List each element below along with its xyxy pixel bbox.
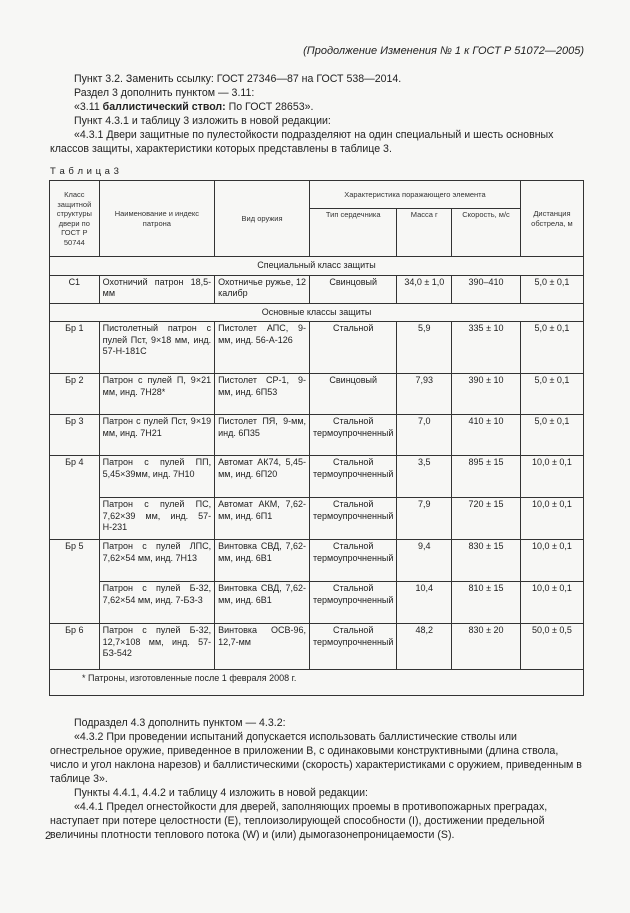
cell-weapon: Автомат АКМ, 7,62-мм, инд. 6П1: [215, 498, 310, 540]
cell-speed: 390–410: [452, 275, 521, 303]
cell-core: Стальной термоупрочненный: [310, 540, 397, 582]
cell-core: Стальной термоупрочненный: [310, 456, 397, 498]
section-basic: Основные классы защиты: [50, 303, 584, 322]
table-row: [50, 456, 584, 498]
cell-weapon: Винтовка СВД, 7,62-мм, инд. 6В1: [215, 540, 310, 582]
cell-core: Стальной термоупрочненный: [310, 582, 397, 624]
cell-distance: 10,0 ± 0,1: [520, 498, 583, 540]
paragraph: Пункты 4.4.1, 4.4.2 и таблицу 4 изложить в новой редакции:: [74, 787, 368, 799]
paragraph: Подраздел 4.3 дополнить пунктом — 4.3.2:: [74, 717, 286, 729]
table-row: [50, 415, 584, 456]
table-label: Т а б л и ц а 3: [50, 166, 120, 177]
text-span: «3.11: [74, 101, 103, 113]
cell-class: Бр 5: [50, 540, 100, 624]
paragraph: «4.3.2 При проведении испытаний допускается использовать баллистические стволы или огнестрельное оружие, приведенное в приложении В, с одинаковыми конструктивными (длина ствола, число и угол наклона нарезов) и баллистическими (скорость) характеристиками с оружием, приведенным в таблице 3».: [50, 731, 582, 785]
cell-distance: 5,0 ± 0,1: [520, 322, 583, 374]
paragraph: [50, 100, 585, 114]
cell-cartridge: Пистолетный патрон с пулей Пст, 9×18 мм, инд. 57-Н-181С: [99, 322, 214, 374]
cell-speed: 335 ± 10: [452, 322, 521, 374]
cell-weapon: Пистолет АПС, 9-мм, инд. 56-А-126: [215, 322, 310, 374]
paragraph: Пункт 3.2. Заменить ссылку: ГОСТ 27346—87 на ГОСТ 538—2014.: [74, 73, 402, 85]
header-mass: Масса г: [397, 209, 452, 257]
cell-mass: 3,5: [397, 456, 452, 498]
cell-cartridge: Патрон с пулей П, 9×21 мм, инд. 7Н28*: [99, 374, 214, 415]
cell-speed: 895 ± 15: [452, 456, 521, 498]
cell-speed: 720 ± 15: [452, 498, 521, 540]
cell-core: Стальной термоупрочненный: [310, 624, 397, 670]
cell-weapon: Охотничье ружье, 12 калибр: [215, 275, 310, 303]
cell-speed: 810 ± 15: [452, 582, 521, 624]
cell-speed: 390 ± 10: [452, 374, 521, 415]
after-table-text: [50, 716, 585, 842]
table-row: [50, 322, 584, 374]
text-span: По ГОСТ 28653».: [225, 101, 314, 113]
cell-distance: 5,0 ± 0,1: [520, 275, 583, 303]
paragraph: Раздел 3 дополнить пунктом — 3.11:: [74, 87, 255, 99]
cell-cartridge: Патрон с пулей Б-32, 7,62×54 мм, инд. 7-БЗ-3: [99, 582, 214, 624]
cell-cartridge: Охотничий патрон 18,5-мм: [99, 275, 214, 303]
header-cartridge: Наименование и индекс патрона: [99, 181, 214, 257]
cell-cartridge: Патрон с пулей Пст, 9×19 мм, инд. 7Н21: [99, 415, 214, 456]
cell-class: Бр 2: [50, 374, 100, 415]
cell-core: Стальной термоупрочненный: [310, 415, 397, 456]
page-number: 2: [45, 830, 52, 842]
intro-text: [50, 72, 585, 156]
cell-cartridge: Патрон с пулей ПП, 5,45×39мм, инд. 7Н10: [99, 456, 214, 498]
cell-class: Бр 3: [50, 415, 100, 456]
paragraph: «4.4.1 Предел огнестойкости для дверей, заполняющих проемы в противопожарных преградах, наступает при потере целостности (Е), теплоизолирующей способности (I), достижении предельной величины плотности теплового потока (W) и (или) дымогазонепроницаемости (S).: [50, 801, 548, 841]
protection-classes-table: [49, 180, 584, 696]
cell-core: Свинцовый: [310, 275, 397, 303]
cell-core: Стальной термоупрочненный: [310, 498, 397, 540]
cell-weapon: Пистолет ПЯ, 9-мм, инд. 6П35: [215, 415, 310, 456]
cell-speed: 830 ± 20: [452, 624, 521, 670]
table-row: [50, 624, 584, 670]
cell-weapon: Автомат АК74, 5,45-мм, инд. 6П20: [215, 456, 310, 498]
section-special: Специальный класс защиты: [50, 257, 584, 276]
cell-mass: 10,4: [397, 582, 452, 624]
cell-weapon: Пистолет СР-1, 9-мм, инд. 6П53: [215, 374, 310, 415]
page-header: (Продолжение Изменения № 1 к ГОСТ Р 51072—2005): [303, 45, 584, 57]
cell-distance: 50,0 ± 0,5: [520, 624, 583, 670]
cell-distance: 10,0 ± 0,1: [520, 540, 583, 582]
cell-mass: 34,0 ± 1,0: [397, 275, 452, 303]
cell-cartridge: Патрон с пулей ЛПС, 7,62×54 мм, инд. 7Н13: [99, 540, 214, 582]
header-weapon: Вид оружия: [215, 181, 310, 257]
cell-class: Бр 1: [50, 322, 100, 374]
cell-mass: 9,4: [397, 540, 452, 582]
cell-speed: 410 ± 10: [452, 415, 521, 456]
header-core: Тип сердечника: [310, 209, 397, 257]
cell-mass: 7,9: [397, 498, 452, 540]
cell-distance: 10,0 ± 0,1: [520, 456, 583, 498]
cell-mass: 5,9: [397, 322, 452, 374]
header-distance: Дистанция обстрела, м: [520, 181, 583, 257]
cell-core: Свинцовый: [310, 374, 397, 415]
cell-mass: 7,0: [397, 415, 452, 456]
cell-distance: 5,0 ± 0,1: [520, 415, 583, 456]
cell-class: С1: [50, 275, 100, 303]
cell-class: Бр 6: [50, 624, 100, 670]
cell-distance: 5,0 ± 0,1: [520, 374, 583, 415]
header-speed: Скорость, м/с: [452, 209, 521, 257]
cell-cartridge: Патрон с пулей Б-32, 12,7×108 мм, инд. 57-БЗ-542: [99, 624, 214, 670]
cell-weapon: Винтовка СВД, 7,62-мм, инд. 6В1: [215, 582, 310, 624]
cell-mass: 7,93: [397, 374, 452, 415]
cell-core: Стальной: [310, 322, 397, 374]
header-class: Класс защитной структуры двери по ГОСТ Р 50744: [50, 181, 100, 257]
table-row: [50, 582, 584, 624]
cell-speed: 830 ± 15: [452, 540, 521, 582]
table-row: [50, 374, 584, 415]
paragraph: Пункт 4.3.1 и таблицу 3 изложить в новой редакции:: [74, 115, 331, 127]
cell-weapon: Винтовка ОСВ-96, 12,7-мм: [215, 624, 310, 670]
cell-class: Бр 4: [50, 456, 100, 540]
table-row: [50, 540, 584, 582]
term-bold: баллистический ствол:: [102, 101, 226, 113]
header-characteristic: Характеристика поражающего элемента: [310, 181, 521, 209]
paragraph: «4.3.1 Двери защитные по пулестойкости подразделяют на один специальный и шесть основных классов защиты, характеристики которых представлены в таблице 3.: [50, 129, 554, 155]
table-row: [50, 275, 584, 303]
table-row: [50, 498, 584, 540]
cell-distance: 10,0 ± 0,1: [520, 582, 583, 624]
cell-mass: 48,2: [397, 624, 452, 670]
cell-cartridge: Патрон с пулей ПС, 7,62×39 мм, инд. 57-Н-231: [99, 498, 214, 540]
table-footnote: * Патроны, изготовленные после 1 февраля 2008 г.: [50, 670, 584, 696]
